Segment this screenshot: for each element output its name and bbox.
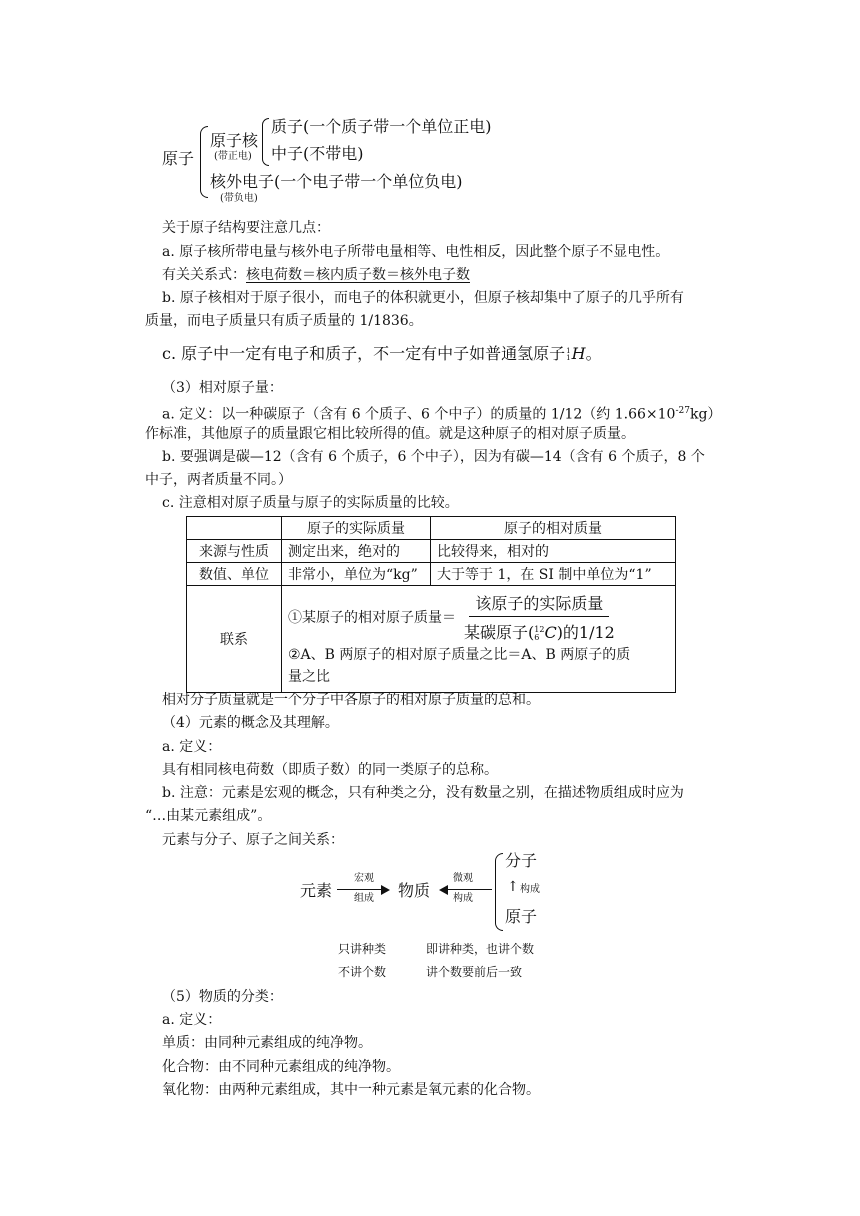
arrow1-top-label: 宏观 bbox=[354, 873, 374, 884]
definition-exponent: -27 bbox=[675, 406, 690, 416]
section-3-heading: （3）相对原子量： bbox=[162, 380, 283, 396]
link-ratio-line1: ②A、B 两原子的相对原子质量之比＝A、B 两原子的质 bbox=[288, 647, 631, 663]
diagram-molecule: 分子 bbox=[505, 851, 538, 870]
element-def-label: a. 定义： bbox=[162, 739, 222, 755]
arrow-right-icon bbox=[337, 889, 385, 890]
note-b-line1: b. 原子核相对于原子很小，而电子的体积就更小，但原子核却集中了原子的几乎所有 bbox=[162, 290, 684, 306]
molecular-mass-note: 相对分子质量就是一个分子中各原子的相对原子质量的总和。 bbox=[162, 692, 540, 708]
table-cell: 测定出来，绝对的 bbox=[282, 540, 431, 563]
section-5-heading: （5）物质的分类： bbox=[162, 989, 283, 1005]
emphasis-line2: 中子，两者质量不同。） bbox=[145, 472, 292, 488]
table-header-cell: 原子的实际质量 bbox=[282, 517, 431, 540]
notes-intro: 关于原子结构要注意几点： bbox=[162, 220, 330, 236]
table-cell: 联系 bbox=[187, 586, 282, 693]
classification-def-label: a. 定义： bbox=[162, 1012, 222, 1028]
arrow-left-icon bbox=[444, 889, 492, 890]
note-c-text: c. 原子中一定有电子和质子，不一定有中子如普通氢原子 bbox=[162, 344, 566, 363]
electron-item: 核外电子(一个电子带一个单位负电) bbox=[210, 172, 463, 191]
link-formula bbox=[288, 590, 669, 644]
arrow2-bottom-label: 构成 bbox=[453, 893, 473, 904]
compound-def: 化合物：由不同种元素组成的纯净物。 bbox=[162, 1059, 400, 1075]
nucleus-label: 原子核 bbox=[210, 131, 259, 150]
nucleus-note: (带正电) bbox=[214, 151, 252, 162]
denominator-end: )的1/12 bbox=[556, 623, 615, 642]
electron-note: (带负电) bbox=[220, 193, 258, 204]
link-cell bbox=[282, 586, 676, 693]
simple-substance-def: 单质：由同种元素组成的纯净物。 bbox=[162, 1035, 372, 1051]
diagram-element: 元素 bbox=[300, 881, 333, 900]
link-formula-label: ①某原子的相对原子质量＝ bbox=[288, 610, 456, 626]
note-left-2: 不讲个数 bbox=[338, 965, 387, 979]
note-left-1: 只讲种类 bbox=[338, 942, 387, 956]
relation-formula: 核电荷数＝核内质子数＝核外电子数 bbox=[246, 267, 470, 283]
diagram-matter: 物质 bbox=[398, 881, 431, 900]
element-note-line1: b. 注意：元素是宏观的概念，只有种类之分，没有数量之别，在描述物质组成时应为 bbox=[162, 785, 684, 801]
element-definition: 具有相同核电荷数（即质子数）的同一类原子的总称。 bbox=[162, 762, 498, 778]
particle-brace bbox=[495, 853, 503, 931]
note-a: a. 原子核所带电量与核外电子所带电量相等、电性相反，因此整个原子不显电性。 bbox=[162, 244, 670, 260]
atom-label: 原子 bbox=[162, 149, 195, 168]
arrow2-top-label: 微观 bbox=[453, 873, 473, 884]
comparison-intro: c. 注意相对原子质量与原子的实际质量的比较。 bbox=[162, 495, 459, 511]
mass-fraction bbox=[458, 591, 621, 643]
definition-line2: 作标准，其他原子的质量跟它相比较所得的值。就是这种原子的相对原子质量。 bbox=[145, 426, 635, 442]
note-c-end: 。 bbox=[585, 344, 602, 363]
link-ratio-line2: 量之比 bbox=[288, 669, 330, 685]
definition-text: a. 定义：以一种碳原子（含有 6 个质子、6 个中子）的质量的 1/12（约 1.66×10 bbox=[162, 406, 676, 423]
atom-brace bbox=[200, 126, 208, 198]
table-cell: 比较得来，相对的 bbox=[431, 540, 676, 563]
proton-item: 质子(一个质子带一个单位正电) bbox=[271, 117, 492, 136]
section-4-heading: （4）元素的概念及其理解。 bbox=[162, 715, 339, 731]
relation-label: 有关关系式： bbox=[162, 267, 246, 283]
carbon-isotope-numbers bbox=[534, 626, 544, 642]
table-header-row bbox=[187, 517, 676, 540]
hydrogen-isotope-numbers: 1 1 bbox=[566, 346, 571, 362]
hydrogen-symbol: H bbox=[571, 344, 586, 363]
relation-intro: 元素与分子、原子之间关系： bbox=[162, 832, 344, 848]
definition-unit: kg） bbox=[689, 406, 722, 423]
table-cell: 大于等于 1，在 SI 制中单位为“1” bbox=[431, 563, 676, 586]
carbon-symbol: C bbox=[544, 623, 557, 642]
note-c bbox=[162, 343, 602, 365]
note-right-1: 即讲种类，也讲个数 bbox=[426, 942, 535, 956]
emphasis-line1: b. 要强调是碳—12（含有 6 个质子，6 个中子），因为有碳—14（含有 6 个质子，8 个 bbox=[162, 449, 705, 465]
note-right-2: 讲个数要前后一致 bbox=[426, 965, 523, 979]
arrow1-bottom-label: 组成 bbox=[354, 893, 374, 904]
table-header-cell bbox=[187, 517, 282, 540]
table-header-cell: 原子的相对质量 bbox=[431, 517, 676, 540]
diagram-atom: 原子 bbox=[505, 907, 538, 926]
neutron-item: 中子(不带电) bbox=[271, 144, 364, 163]
table-cell: 非常小，单位为“kg” bbox=[282, 563, 431, 586]
mass-comparison-table bbox=[186, 516, 676, 693]
note-b-line2: 质量，而电子质量只有质子质量的 1/1836。 bbox=[145, 313, 423, 329]
table-row bbox=[187, 586, 676, 693]
nucleus-brace bbox=[262, 118, 269, 166]
construct-label: 构成 bbox=[520, 884, 540, 895]
fraction-denominator bbox=[458, 617, 621, 643]
definition-line1 bbox=[162, 401, 721, 425]
up-arrow-icon: ↑ bbox=[507, 879, 519, 895]
table-cell: 数值、单位 bbox=[187, 563, 282, 586]
table-row bbox=[187, 563, 676, 586]
oxide-def: 氧化物：由两种元素组成，其中一种元素是氧元素的化合物。 bbox=[162, 1082, 540, 1098]
relation-line bbox=[162, 265, 470, 285]
carbon-mass-number: 12 bbox=[534, 624, 545, 634]
table-cell: 来源与性质 bbox=[187, 540, 282, 563]
fraction-numerator: 该原子的实际质量 bbox=[469, 591, 609, 617]
table-row bbox=[187, 540, 676, 563]
element-note-line2: “…由某元素组成”。 bbox=[145, 808, 272, 824]
denominator-text: 某碳原子( bbox=[464, 623, 535, 642]
carbon-atomic-number: 6 bbox=[534, 632, 540, 642]
